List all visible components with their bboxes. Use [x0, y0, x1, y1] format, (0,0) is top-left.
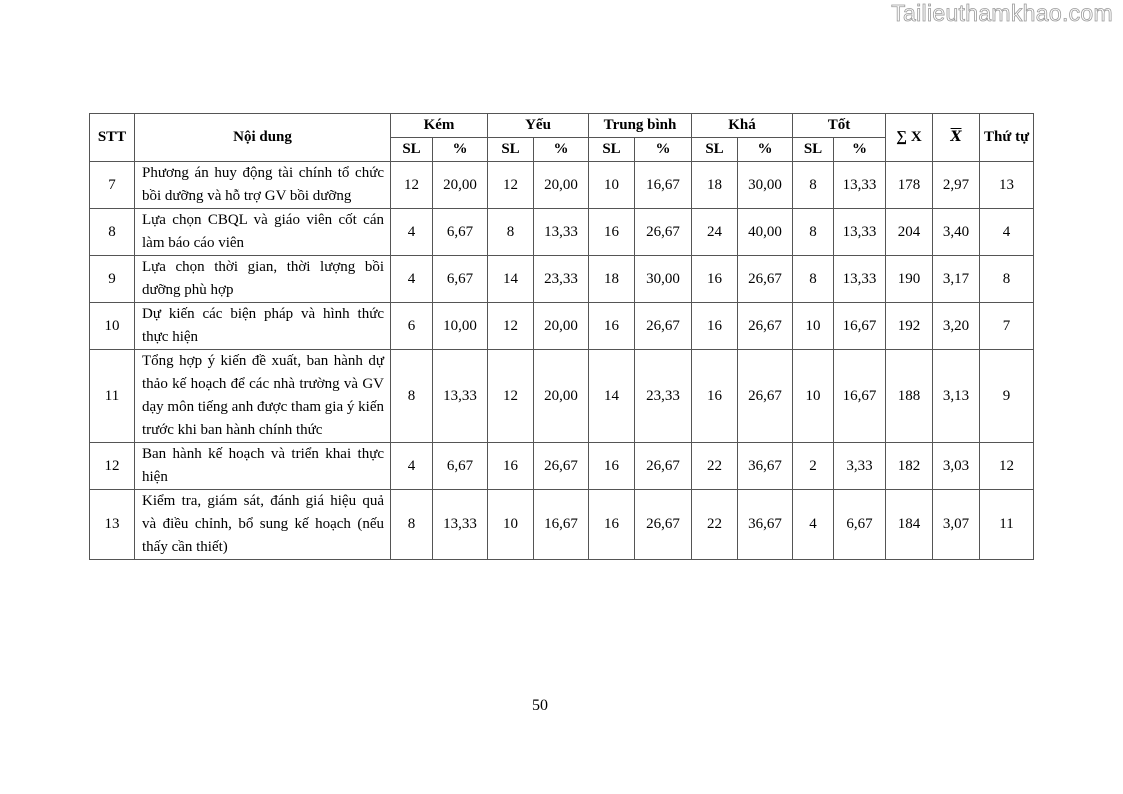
cell-percent: 36,67	[738, 490, 793, 560]
cell-count: 12	[488, 162, 534, 209]
cell-count: 22	[692, 443, 738, 490]
cell-count: 16	[589, 443, 635, 490]
cell-percent: 20,00	[534, 303, 589, 350]
header-pct: %	[534, 138, 589, 162]
cell-count: 10	[488, 490, 534, 560]
row-content: Lựa chọn thời gian, thời lượng bồi dưỡng phù hợp	[135, 256, 391, 303]
cell-count: 18	[692, 162, 738, 209]
cell-percent: 16,67	[534, 490, 589, 560]
cell-count: 18	[589, 256, 635, 303]
cell-percent: 13,33	[834, 256, 886, 303]
table-row	[90, 209, 1034, 256]
cell-count: 16	[692, 350, 738, 443]
survey-table	[89, 113, 1034, 560]
header-row-levels	[90, 114, 1034, 138]
cell-percent: 26,67	[635, 209, 692, 256]
cell-percent: 13,33	[433, 490, 488, 560]
cell-count: 16	[488, 443, 534, 490]
header-level-tot: Tốt	[793, 114, 886, 138]
cell-percent: 6,67	[433, 209, 488, 256]
cell-percent: 26,67	[738, 350, 793, 443]
row-sum: 188	[886, 350, 933, 443]
table-row	[90, 350, 1034, 443]
cell-count: 10	[793, 350, 834, 443]
header-sl: SL	[589, 138, 635, 162]
cell-count: 4	[391, 209, 433, 256]
row-content: Lựa chọn CBQL và giáo viên cốt cán làm báo cáo viên	[135, 209, 391, 256]
table-body	[90, 162, 1034, 560]
cell-count: 16	[692, 256, 738, 303]
cell-count: 2	[793, 443, 834, 490]
cell-percent: 30,00	[738, 162, 793, 209]
cell-percent: 16,67	[635, 162, 692, 209]
row-mean: 3,13	[933, 350, 980, 443]
cell-count: 16	[589, 209, 635, 256]
header-sl: SL	[488, 138, 534, 162]
cell-percent: 26,67	[635, 303, 692, 350]
cell-count: 12	[391, 162, 433, 209]
row-stt: 7	[90, 162, 135, 209]
header-mean	[933, 114, 980, 162]
cell-count: 6	[391, 303, 433, 350]
cell-count: 16	[589, 303, 635, 350]
header-level-kem: Kém	[391, 114, 488, 138]
cell-count: 22	[692, 490, 738, 560]
cell-count: 8	[391, 350, 433, 443]
mean-symbol: $\overline{X}$	[950, 129, 962, 145]
header-pct: %	[834, 138, 886, 162]
table-row	[90, 256, 1034, 303]
row-stt: 13	[90, 490, 135, 560]
row-mean: 3,40	[933, 209, 980, 256]
header-sl: SL	[692, 138, 738, 162]
page-number: 50	[532, 697, 548, 714]
row-sum: 204	[886, 209, 933, 256]
row-mean: 3,20	[933, 303, 980, 350]
row-content: Tổng hợp ý kiến đề xuất, ban hành dự thảo kế hoạch để các nhà trường và GV dạy môn tiếng anh được tham gia ý kiến trước khi ban hành chính thức	[135, 350, 391, 443]
row-mean: 3,17	[933, 256, 980, 303]
row-mean: 3,03	[933, 443, 980, 490]
cell-count: 12	[488, 350, 534, 443]
row-stt: 12	[90, 443, 135, 490]
cell-count: 16	[589, 490, 635, 560]
header-stt: STT	[90, 114, 135, 162]
header-content: Nội dung	[135, 114, 391, 162]
cell-percent: 6,67	[834, 490, 886, 560]
header-sl: SL	[391, 138, 433, 162]
table-row	[90, 303, 1034, 350]
row-content: Phương án huy động tài chính tổ chức bồi dưỡng và hỗ trợ GV bồi dưỡng	[135, 162, 391, 209]
cell-count: 14	[589, 350, 635, 443]
row-rank: 8	[980, 256, 1034, 303]
row-stt: 11	[90, 350, 135, 443]
cell-percent: 13,33	[834, 162, 886, 209]
row-rank: 7	[980, 303, 1034, 350]
cell-count: 8	[793, 162, 834, 209]
cell-percent: 10,00	[433, 303, 488, 350]
cell-percent: 20,00	[534, 162, 589, 209]
header-sl: SL	[793, 138, 834, 162]
watermark: Tailieuthamkhao.com	[891, 0, 1113, 26]
cell-percent: 13,33	[834, 209, 886, 256]
cell-count: 14	[488, 256, 534, 303]
cell-count: 8	[488, 209, 534, 256]
header-sum: ∑ X	[886, 114, 933, 162]
cell-percent: 6,67	[433, 256, 488, 303]
row-mean: 2,97	[933, 162, 980, 209]
header-pct: %	[433, 138, 488, 162]
cell-count: 4	[391, 443, 433, 490]
cell-count: 24	[692, 209, 738, 256]
cell-count: 4	[793, 490, 834, 560]
row-content: Dự kiến các biện pháp và hình thức thực hiện	[135, 303, 391, 350]
cell-count: 10	[793, 303, 834, 350]
row-mean: 3,07	[933, 490, 980, 560]
row-stt: 9	[90, 256, 135, 303]
table-row	[90, 490, 1034, 560]
cell-count: 8	[391, 490, 433, 560]
row-sum: 190	[886, 256, 933, 303]
header-pct: %	[635, 138, 692, 162]
cell-percent: 26,67	[635, 443, 692, 490]
cell-percent: 3,33	[834, 443, 886, 490]
cell-percent: 26,67	[534, 443, 589, 490]
cell-percent: 13,33	[534, 209, 589, 256]
cell-count: 8	[793, 256, 834, 303]
cell-count: 10	[589, 162, 635, 209]
cell-percent: 30,00	[635, 256, 692, 303]
cell-percent: 20,00	[534, 350, 589, 443]
cell-percent: 23,33	[534, 256, 589, 303]
cell-percent: 16,67	[834, 303, 886, 350]
table-row	[90, 162, 1034, 209]
row-sum: 192	[886, 303, 933, 350]
header-rank: Thứ tự	[980, 114, 1034, 162]
row-stt: 8	[90, 209, 135, 256]
header-pct: %	[738, 138, 793, 162]
row-content: Kiểm tra, giám sát, đánh giá hiệu quả và điều chỉnh, bổ sung kế hoạch (nếu thấy cần thiết)	[135, 490, 391, 560]
row-rank: 13	[980, 162, 1034, 209]
row-rank: 9	[980, 350, 1034, 443]
header-level-yeu: Yếu	[488, 114, 589, 138]
row-rank: 12	[980, 443, 1034, 490]
cell-count: 16	[692, 303, 738, 350]
cell-percent: 26,67	[635, 490, 692, 560]
header-level-kha: Khá	[692, 114, 793, 138]
cell-count: 12	[488, 303, 534, 350]
row-sum: 178	[886, 162, 933, 209]
cell-percent: 6,67	[433, 443, 488, 490]
cell-percent: 26,67	[738, 256, 793, 303]
row-content: Ban hành kế hoạch và triển khai thực hiện	[135, 443, 391, 490]
cell-percent: 23,33	[635, 350, 692, 443]
cell-percent: 40,00	[738, 209, 793, 256]
row-rank: 11	[980, 490, 1034, 560]
row-rank: 4	[980, 209, 1034, 256]
cell-count: 4	[391, 256, 433, 303]
cell-percent: 26,67	[738, 303, 793, 350]
row-stt: 10	[90, 303, 135, 350]
cell-percent: 20,00	[433, 162, 488, 209]
header-level-trung-binh: Trung bình	[589, 114, 692, 138]
cell-percent: 16,67	[834, 350, 886, 443]
cell-percent: 13,33	[433, 350, 488, 443]
table-row	[90, 443, 1034, 490]
row-sum: 182	[886, 443, 933, 490]
cell-count: 8	[793, 209, 834, 256]
row-sum: 184	[886, 490, 933, 560]
cell-percent: 36,67	[738, 443, 793, 490]
